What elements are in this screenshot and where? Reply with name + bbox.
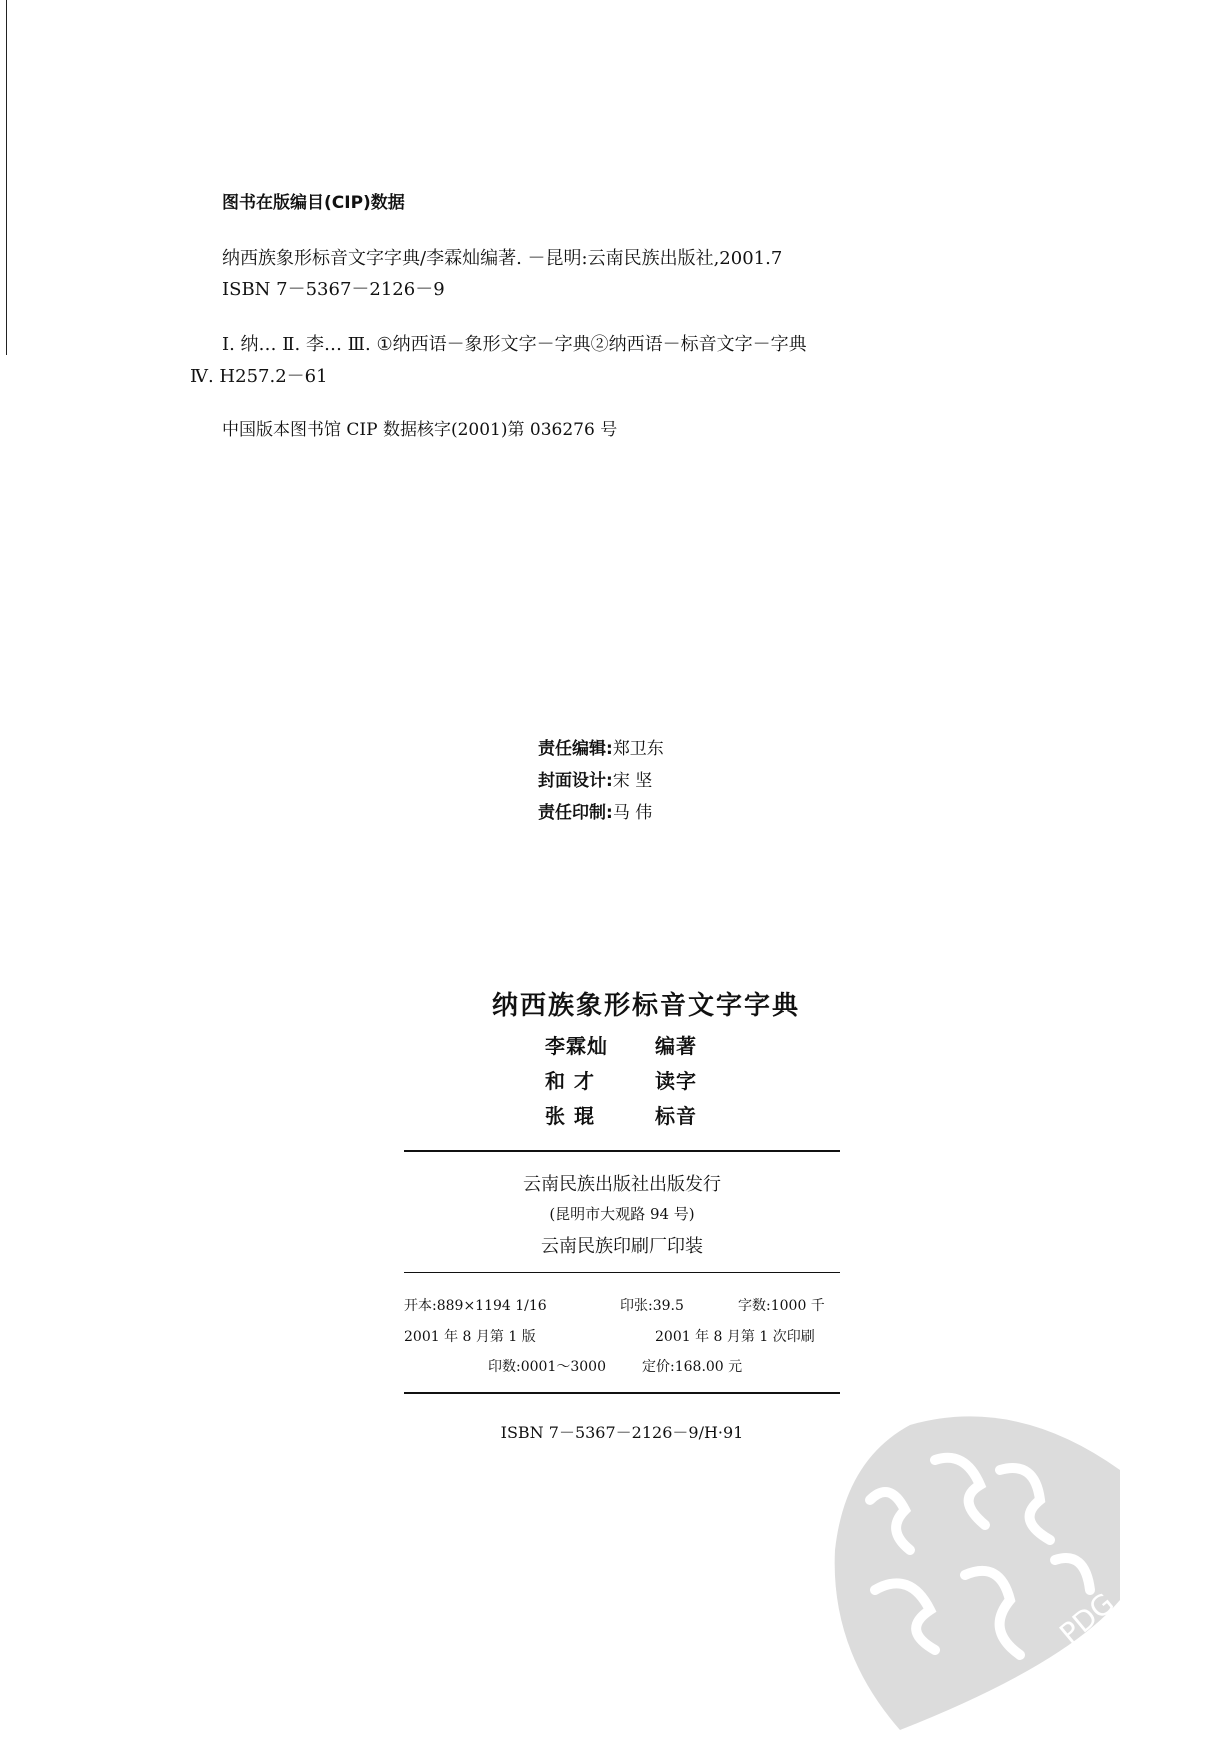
staff-label: 封面设计: [538,771,613,791]
staff-name: 宋 坚 [612,771,653,791]
cip-subject-line: Ⅰ. 纳… Ⅱ. 李… Ⅲ. ①纳西语－象形文字－字典②纳西语－标音文字－字典 [222,334,807,355]
publisher-address: (昆明市大观路 94 号) [549,1205,695,1223]
spec-format: 开本:889×1194 1/16 [404,1298,547,1314]
staff-name: 郑卫东 [612,739,664,759]
staff-label: 责任编辑: [538,739,613,759]
watermark-seal [815,1400,1130,1750]
credit-reader [545,1065,697,1094]
spec-sheets: 印张:39.5 [620,1298,684,1314]
staff-cover-design [538,766,652,791]
cip-isbn-line: ISBN 7－5367－2126－9 [222,279,445,300]
cip-classification-line: Ⅳ. H257.2－61 [190,366,328,387]
printer-name: 云南民族印刷厂印装 [541,1236,703,1257]
staff-print-supervisor [538,798,652,823]
staff-editor [538,734,664,759]
divider-bottom [404,1392,840,1394]
spec-copies: 印数:0001～3000 [488,1359,606,1375]
credit-phonetic [545,1100,697,1129]
credit-name: 李霖灿 [545,1034,608,1058]
scan-edge-line [6,0,7,355]
spec-price: 定价:168.00 元 [642,1359,743,1375]
spec-edition: 2001 年 8 月第 1 版 [404,1329,536,1345]
cip-record-line: 中国版本图书馆 CIP 数据核字(2001)第 036276 号 [222,420,618,440]
spec-printing: 2001 年 8 月第 1 次印刷 [655,1329,815,1345]
staff-label: 责任印制: [538,803,613,823]
divider-top [404,1150,840,1152]
credit-role: 编著 [655,1034,697,1058]
credit-author [545,1030,697,1059]
seal-text: PDG [1053,1586,1121,1651]
divider-middle [404,1272,840,1273]
staff-name: 马 伟 [612,803,653,823]
book-title: 纳西族象形标音文字字典 [491,991,800,1021]
cip-heading: 图书在版编目(CIP)数据 [222,193,405,213]
credit-name: 张 琨 [545,1104,595,1128]
credit-role: 读字 [655,1069,697,1093]
credit-name: 和 才 [545,1069,595,1093]
spec-words: 字数:1000 千 [738,1298,825,1314]
publisher-name: 云南民族出版社出版发行 [523,1174,721,1195]
isbn-full: ISBN 7－5367－2126－9/H·91 [500,1423,744,1442]
cip-title-line: 纳西族象形标音文字字典/李霖灿编著. －昆明:云南民族出版社,2001.7 [222,248,783,269]
credit-role: 标音 [655,1104,697,1128]
